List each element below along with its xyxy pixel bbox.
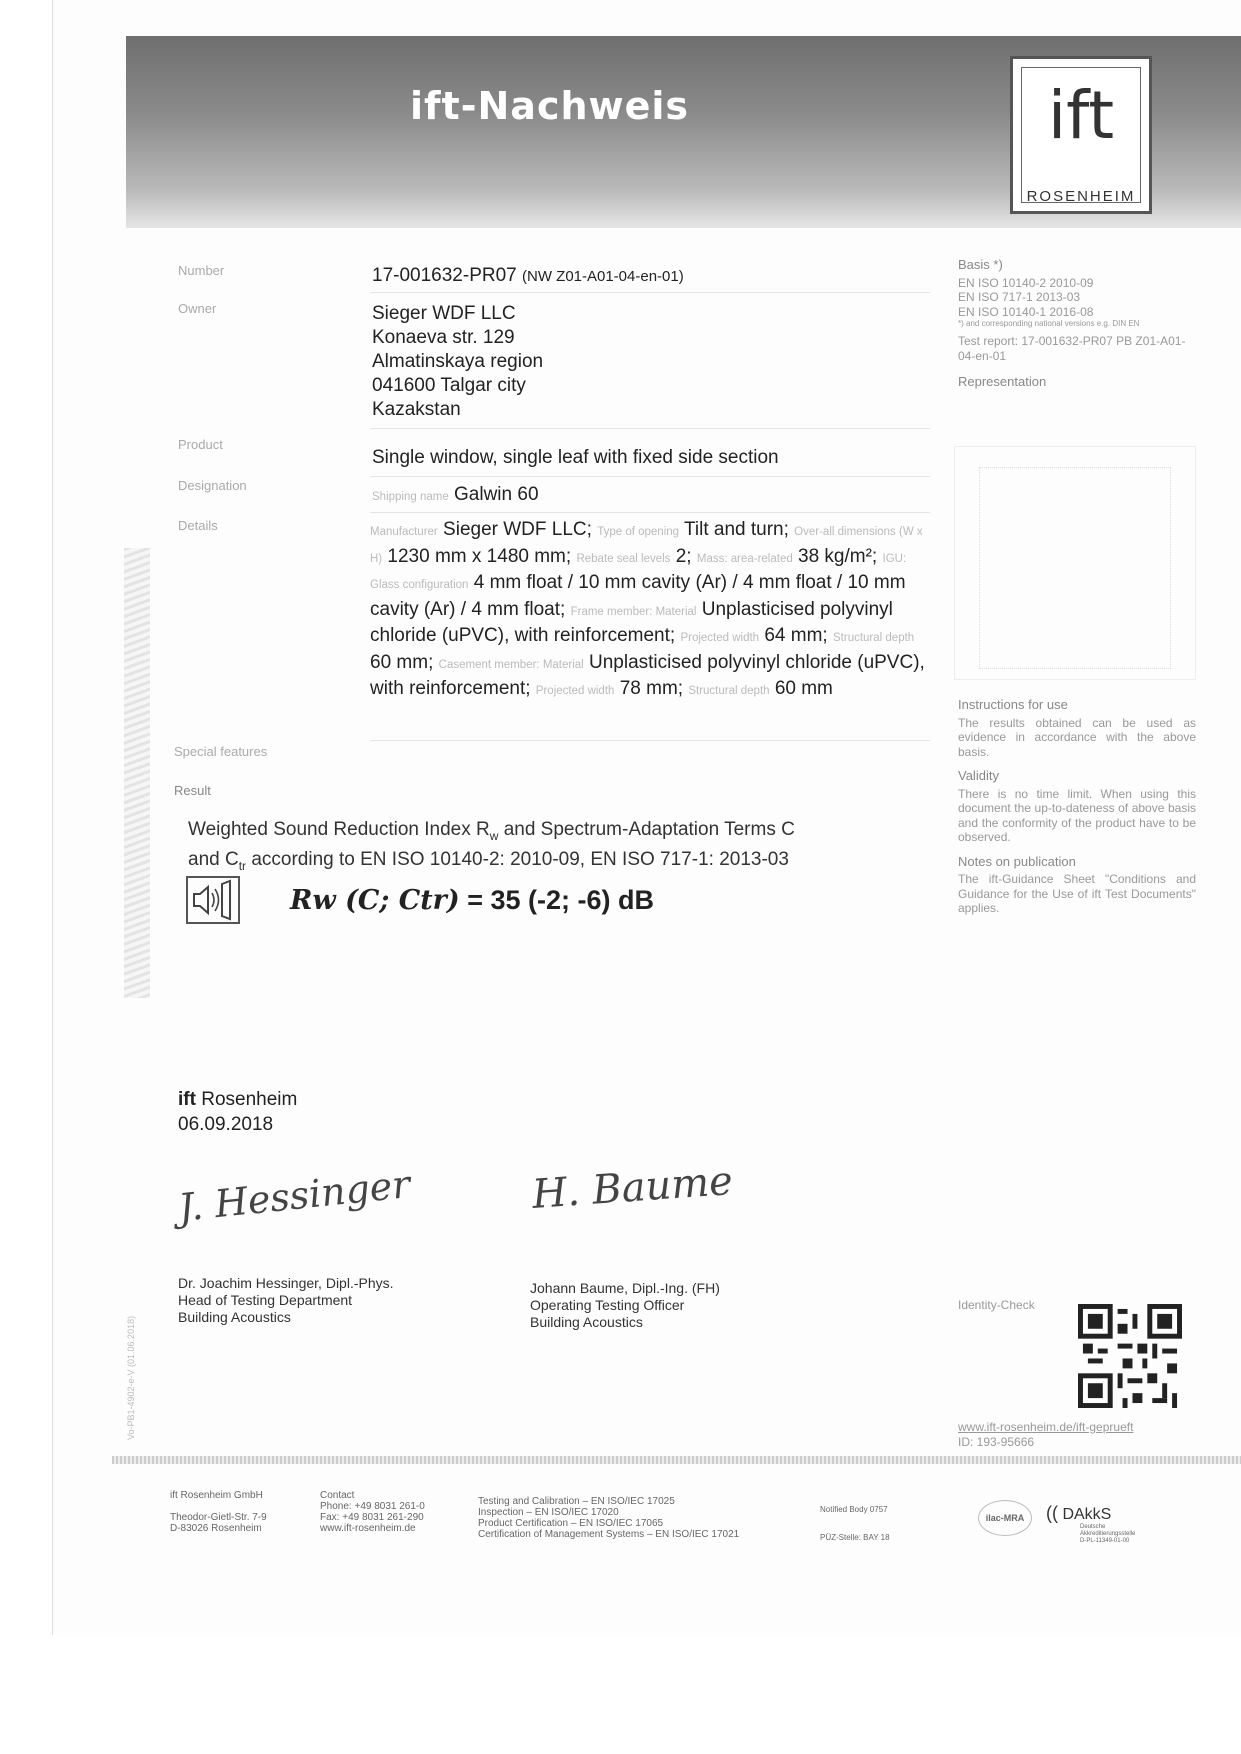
attached-ribbon	[124, 548, 150, 998]
footer-line: Certification of Management Systems – EN ISO/IEC 17021	[478, 1529, 740, 1540]
detail-value: 60 mm	[774, 678, 833, 699]
dakks-sub	[1080, 1524, 1135, 1545]
detail-key: Projected width	[535, 685, 615, 697]
details-block	[370, 518, 930, 704]
footer-spacer	[170, 1501, 267, 1512]
label-result: Result	[174, 783, 211, 798]
signature-hessinger: J. Hessinger	[176, 1161, 413, 1231]
detail-value: Sieger WDF LLC;	[443, 519, 592, 540]
formula-rhs: = 35 (-2; -6) dB	[459, 885, 654, 915]
result-text-part: Weighted Sound Reduction Index R	[188, 819, 490, 840]
signatory-baume	[530, 1280, 720, 1331]
footer-rule	[112, 1456, 1241, 1464]
logo-city: ROSENHEIM	[1026, 188, 1136, 205]
detail-key: Structural depth	[833, 632, 915, 644]
detail-key: Type of opening	[597, 526, 680, 538]
footer-line: Fax: +49 8031 261-290	[320, 1512, 424, 1523]
owner-line: 041600 Talgar city	[372, 375, 526, 396]
label-details: Details	[178, 518, 218, 533]
footer-line: D-83026 Rosenheim	[170, 1523, 262, 1534]
signatory-name: Johann Baume, Dipl.-Ing. (FH)	[530, 1280, 720, 1296]
footer-accreditation	[478, 1496, 739, 1540]
footer-line: Phone: +49 8031 261-0	[320, 1501, 425, 1512]
identity-link	[958, 1420, 1196, 1449]
divider	[370, 292, 930, 293]
label-designation: Designation	[178, 478, 247, 493]
window-outline	[979, 467, 1171, 669]
ilac-mra-logo: ilac-MRA	[978, 1500, 1032, 1536]
label-special-features: Special features	[174, 744, 268, 759]
signatory-role: Operating Testing Officer	[530, 1297, 685, 1313]
validity-text: There is no time limit. When using this document the up-to-dateness of above basis and the conformity of the product have to be observed.	[958, 786, 1196, 844]
detail-value: 2;	[675, 545, 692, 567]
footer-line: Contact	[320, 1490, 355, 1501]
basis-item: EN ISO 717-1 2013-03	[958, 290, 1081, 304]
detail-key: Structural depth	[688, 685, 770, 697]
dakks-sub-line: Akkreditierungsstelle	[1080, 1531, 1136, 1537]
dakks-sub-line: Deutsche	[1080, 1524, 1106, 1530]
footer-url[interactable]: www.ift-rosenheim.de	[320, 1523, 416, 1534]
basis-heading: Basis *)	[958, 257, 1003, 272]
instructions-text: The results obtained can be used as evidence in accordance with the above basis.	[958, 715, 1196, 759]
result-line-1	[188, 818, 868, 848]
designation-name: Galwin 60	[454, 484, 539, 505]
detail-value: Unplasticised polyvinyl chloride (uPVC), with reinforcement;	[370, 651, 925, 699]
subscript-tr: tr	[238, 858, 247, 873]
document-title: ift-Nachweis	[410, 84, 690, 128]
notes-heading: Notes on publication	[958, 853, 1076, 869]
notes-text: The ift-Guidance Sheet "Conditions and Guidance for the Use of ift Test Documents" applies.	[958, 872, 1196, 915]
dakks-arc-icon: ((	[1046, 1503, 1058, 1523]
footer-line: Testing and Calibration – EN ISO/IEC 17025	[478, 1496, 675, 1507]
sound-insulation-icon	[186, 876, 240, 924]
document-number-ref: (NW Z01-A01-04-en-01)	[522, 268, 684, 285]
representation-drawing	[954, 446, 1196, 680]
issuer-org-bold: ift	[178, 1089, 196, 1110]
document-number-main: 17-001632-PR07	[372, 265, 517, 286]
signature-baume: H. Baume	[530, 1158, 735, 1218]
footer-line: Theodor-Gietl-Str. 7-9	[170, 1512, 267, 1523]
result-text-part: and Spectrum-Adaptation Terms C	[498, 819, 795, 840]
detail-value: 60 mm;	[370, 651, 434, 673]
sidebar-basis	[958, 258, 1196, 393]
dakks-logo	[1046, 1504, 1111, 1524]
form-code: Vo-PB1-4902-e-V (01.06.2018)	[126, 1315, 136, 1440]
detail-value: 4 mm float / 10 mm cavity (Ar) / 4 mm float / 10 mm cavity (Ar) / 4 mm float;	[370, 572, 906, 620]
product-value: Single window, single leaf with fixed side section	[372, 447, 779, 468]
label-number: Number	[178, 263, 225, 278]
detail-key: Rebate seal levels	[576, 552, 671, 565]
owner-line: Almatinskaya region	[372, 351, 544, 372]
detail-key: Over-all dimensions (W x H)	[370, 526, 923, 565]
detail-key: IGU: Glass configuration	[370, 552, 907, 591]
puz-stelle: PÜZ-Stelle: BAY 18	[820, 1533, 890, 1542]
divider	[370, 512, 930, 513]
issuer-block	[178, 1087, 297, 1137]
divider	[370, 476, 930, 477]
speaker-wall-icon	[188, 878, 238, 922]
result-text-part: according to EN ISO 10140-2: 2010-09, EN ISO 717-1: 2013-03	[246, 848, 789, 870]
representation-heading: Representation	[958, 374, 1047, 389]
identity-id: ID: 193-95666	[958, 1434, 1035, 1449]
result-line-2	[188, 848, 868, 878]
designation-key: Shipping name	[372, 491, 449, 503]
detail-key: Frame member: Material	[570, 605, 697, 618]
signatory-dept: Building Acoustics	[178, 1309, 291, 1325]
subscript-w: w	[489, 828, 499, 843]
sidebar-instructions	[958, 698, 1196, 916]
issuer-org-name: Rosenheim	[195, 1089, 298, 1110]
basis-note: *) and corresponding national versions e.g. DIN EN	[958, 319, 1140, 328]
ift-logo	[1010, 56, 1152, 214]
detail-key: Casement member: Material	[438, 658, 584, 671]
divider	[370, 740, 930, 741]
dakks-sub-line: D-PL-11349-01-00	[1080, 1538, 1130, 1544]
detail-key: Mass: area-related	[696, 552, 793, 565]
dakks-name: DAkkS	[1062, 1506, 1112, 1523]
instructions-heading: Instructions for use	[958, 697, 1068, 712]
logo-mark: ift	[1047, 77, 1115, 154]
owner-line: Konaeva str. 129	[372, 327, 515, 348]
detail-key: Manufacturer	[370, 526, 438, 538]
result-text	[188, 818, 868, 878]
document-number	[372, 264, 684, 289]
issue-date: 06.09.2018	[178, 1114, 274, 1135]
result-text-part: and C	[188, 848, 239, 870]
footer-company	[170, 1490, 267, 1534]
owner-line: Sieger WDF LLC	[372, 303, 516, 324]
detail-value: Unplasticised polyvinyl chloride (uPVC), with reinforcement;	[370, 598, 893, 646]
owner-block	[372, 302, 543, 422]
divider	[370, 428, 930, 429]
test-report: Test report: 17-001632-PR07 PB Z01-A01-04-en-01	[958, 334, 1186, 363]
footer-line: Inspection – EN ISO/IEC 17020	[478, 1507, 619, 1518]
issuer-org	[178, 1087, 297, 1112]
notified-body: Notified Body 0757	[820, 1505, 888, 1514]
identity-url[interactable]: www.ift-rosenheim.de/ift-geprueft	[958, 1420, 1134, 1434]
signatory-hessinger	[178, 1275, 394, 1326]
identity-check-heading: Identity-Check	[958, 1298, 1035, 1312]
detail-value: 64 mm;	[764, 625, 828, 646]
footer-line: ift Rosenheim GmbH	[170, 1490, 263, 1501]
detail-value: Tilt and turn;	[683, 519, 789, 540]
validity-heading: Validity	[958, 768, 999, 783]
footer-line: Product Certification – EN ISO/IEC 17065	[478, 1518, 664, 1529]
qr-code	[1078, 1304, 1182, 1408]
signatory-role: Head of Testing Department	[178, 1292, 353, 1308]
detail-value: 78 mm;	[619, 678, 684, 699]
basis-item: EN ISO 10140-1 2016-08	[958, 304, 1094, 319]
basis-item: EN ISO 10140-2 2010-09	[958, 275, 1094, 290]
designation-value	[372, 483, 539, 509]
label-product: Product	[178, 437, 223, 452]
signatory-name: Dr. Joachim Hessinger, Dipl.-Phys.	[178, 1275, 394, 1291]
rw-formula	[290, 885, 654, 916]
detail-value: 38 kg/m²;	[798, 545, 878, 567]
detail-key: Projected width	[680, 632, 760, 644]
footer-contact	[320, 1490, 425, 1534]
signatory-dept: Building Acoustics	[530, 1314, 643, 1330]
owner-line: Kazakstan	[372, 399, 461, 420]
detail-value: 1230 mm x 1480 mm;	[387, 545, 572, 567]
label-owner: Owner	[178, 301, 217, 316]
formula-lhs: Rw (C; Ctr)	[290, 885, 460, 916]
